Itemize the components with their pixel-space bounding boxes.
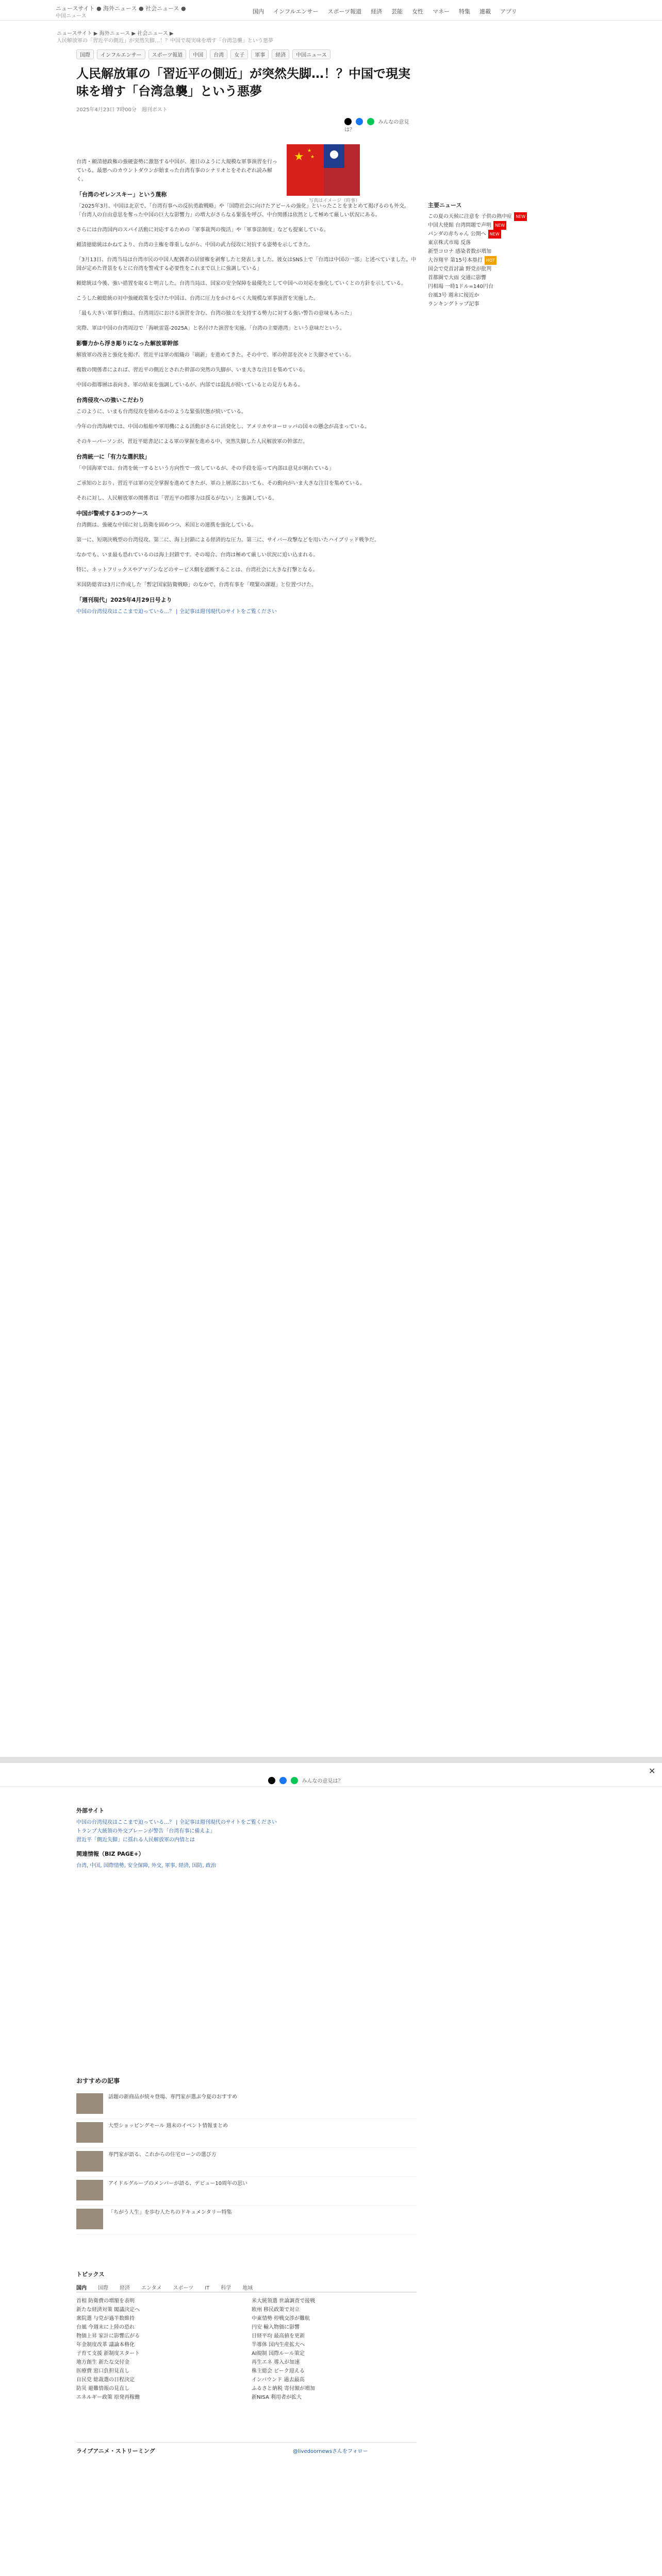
topic-item[interactable]: 医療費 窓口負担見直し <box>76 2368 130 2374</box>
share-label[interactable]: みんなの意見は？ <box>302 1778 343 1784</box>
external-links <box>76 1818 417 1844</box>
sidebar-news-text[interactable]: ランキングトップ記事 <box>428 301 479 307</box>
tab-4[interactable]: スポーツ <box>173 2285 194 2291</box>
live-heading: ライブアニメ・ストリーミング <box>76 2448 155 2454</box>
global-nav <box>253 7 526 15</box>
star-icon: ★ <box>294 150 304 163</box>
recommend-item[interactable] <box>76 2206 417 2234</box>
sidebar-news-text[interactable]: 中国大使館 台湾問題で声明 <box>428 223 492 228</box>
external-link[interactable]: 習近平「側近失脚」に揺れる人民解放軍の内情とは <box>76 1837 195 1843</box>
keyword-list[interactable]: 台湾, 中国, 国際情勢, 安全保障, 外交, 軍事, 経済, 国防, 政治 <box>76 1863 216 1869</box>
paragraph: 特に、ネットフリックスやアマゾンなどのサービス網を遮断することは、台湾社会に大きな打撃となる。 <box>76 567 318 573</box>
tab-2[interactable]: 経済 <box>120 2285 130 2291</box>
sidebar-news-item[interactable] <box>428 230 557 239</box>
brand-sub: 中国ニュース <box>56 13 87 19</box>
topic-item[interactable]: 台風 今週末に上陸の恐れ <box>76 2325 135 2330</box>
topic-item[interactable]: 年金制度改革 議論本格化 <box>76 2342 135 2348</box>
paragraph: 中国の指導層は表向き、軍の結束を強調しているが、内部では混乱が続いているとの見方もある。 <box>76 382 303 388</box>
topic-item[interactable]: 中東情勢 停戦交渉が難航 <box>252 2316 310 2321</box>
topic-item[interactable]: 新NISA 利用者が拡大 <box>252 2395 302 2400</box>
topic-item[interactable]: 防災 避難情報の見直し <box>76 2386 130 2392</box>
paragraph: そのキーパーソンが、習近平総書記による軍の掌握を進める中、突然失脚した人民解放軍の幹部だ。 <box>76 439 308 445</box>
photo-caption: 写真はイメージ（時事） <box>309 198 360 204</box>
nav-item[interactable]: 国内 <box>253 8 264 15</box>
nav-item[interactable]: 経済 <box>371 8 383 15</box>
follow-link[interactable]: @livedoornewsさんをフォロー <box>293 2449 368 2454</box>
sidebar-news-text[interactable]: 東京株式市場 反落 <box>428 240 471 246</box>
tag-item[interactable]: 国際 <box>76 49 94 59</box>
paragraph: 頼総統は今後、強い措置を取ると明言した。台湾当局は、国家の安全保障を最優先として中国への対応を強化していくとの方針を示している。 <box>76 281 406 286</box>
paragraph: 台湾・頼清徳政権の強硬姿勢に激怒する中国が、連日のように大規模な軍事演習を行っている。最悪へのカウントダウンが始まった台湾有事のシナリオとをそれぞれ読み解く。 <box>76 159 277 182</box>
facebook-icon[interactable] <box>356 118 363 125</box>
tab-5[interactable]: IT <box>205 2285 210 2291</box>
star-icon: ★ <box>310 155 315 160</box>
tag-item[interactable]: 中国ニュース <box>292 49 330 59</box>
tag-item[interactable]: インフルエンサー <box>97 49 145 59</box>
recommend-thumbnail[interactable] <box>76 2209 103 2229</box>
tab-6[interactable]: 科学 <box>221 2285 231 2291</box>
recommend-title[interactable]: 話題の新商品が続々登場、専門家が選ぶ今夏のおすすめ <box>108 2094 238 2100</box>
share-bar <box>344 117 417 133</box>
sidebar-news-item[interactable] <box>428 265 557 274</box>
sidebar-news-item[interactable] <box>428 274 557 282</box>
paragraph: 実際、軍は中国の台湾周辺で「海峡雷霆-2025A」と名付けた演習を実施。「台湾の主要港湾」という意味だという。 <box>76 326 345 331</box>
paragraph: なかでも、いま最も恐れているのは海上封鎖です。その場合、台湾は極めて厳しい状況に追い込まれる。 <box>76 552 319 558</box>
recommend-title[interactable]: アイドルグループのメンバーが語る、デビュー10周年の思い <box>108 2181 248 2187</box>
keyword-heading: 関連情報（BIZ PAGE+） <box>76 1851 144 1857</box>
paragraph: 複数の関係者によれば、習近平の側近とされた幹部の突然の失脚が、いま大きな注目を集めている。 <box>76 367 308 373</box>
paragraph: このように、いまも台湾侵攻を始めるかのような緊張状態が続いている。 <box>76 409 246 415</box>
paragraph: 「中国海軍では、台湾を統一するという方向性で一致しているが、その手段を巡って内部は意見が割れている」 <box>76 466 334 471</box>
recommend-title[interactable]: 専門家が語る、これからの住宅ローンの選び方 <box>108 2152 217 2158</box>
hot-badge: HOT <box>485 256 496 265</box>
sidebar-news-item[interactable] <box>428 300 557 309</box>
tab-3[interactable]: エンタメ <box>141 2285 162 2291</box>
topic-item[interactable]: 首相 防衛費の増額を表明 <box>76 2298 135 2304</box>
section-heading: 「週刊現代」2025年4月29日号より <box>76 597 172 603</box>
sidebar-news-text[interactable]: 首都圏で大雨 交通に影響 <box>428 275 487 281</box>
recommend-section <box>76 2076 417 2234</box>
line-icon[interactable] <box>367 118 374 125</box>
sidebar-news-text[interactable]: 国会で党首討論 野党が批判 <box>428 266 492 272</box>
topic-item[interactable]: 子育て支援 新制度スタート <box>76 2351 140 2357</box>
nav-item[interactable]: 芸能 <box>391 8 403 15</box>
sidebar-list <box>428 212 557 309</box>
article <box>76 65 417 615</box>
recommend-item[interactable] <box>76 2119 417 2148</box>
tag-item[interactable]: 女子 <box>230 49 248 59</box>
close-icon[interactable]: ✕ <box>649 1766 656 1776</box>
topics-heading: トピックス <box>76 2271 105 2278</box>
external-link[interactable]: 中国の台湾侵攻はここまで迫っている…？ | 全記事は週刊現代のサイトをご覧ください <box>76 1820 277 1825</box>
line-icon[interactable] <box>291 1777 298 1784</box>
paragraph: 第一に、短期決戦型の台湾侵攻。第二に、海上封鎖による経済的な圧力。第三に、サイバー攻撃などを用いたハイブリッド戦争だ。 <box>76 537 379 543</box>
breadcrumb[interactable]: ニュースサイト ▶ 海外ニュース ▶ 社会ニュース ▶ <box>57 31 174 37</box>
paragraph: それに対し、人民解放軍の関係者は「習近平の指導力は揺るがない」と強調している。 <box>76 496 277 501</box>
sidebar-news-text[interactable]: パンダの赤ちゃん 公開へ <box>428 231 486 237</box>
topic-item[interactable]: 日経平均 最高値を更新 <box>252 2333 305 2339</box>
topic-item[interactable]: 再生エネ 導入が加速 <box>252 2360 300 2365</box>
nav-item[interactable]: 女性 <box>412 8 424 15</box>
recommend-thumbnail[interactable] <box>76 2122 103 2143</box>
recommend-list <box>76 2090 417 2234</box>
article-meta: 2025年4月23日 7時00分 週刊ポスト <box>76 107 168 113</box>
new-badge: NEW <box>488 230 501 239</box>
recommend-item[interactable] <box>76 2148 417 2177</box>
paragraph: さらには台湾国内のスパイ活動に対応するための「軍事裁判の復活」や「軍事法制度」なども提案している。 <box>76 227 329 233</box>
sidebar-news-text[interactable]: この夏の天候に注意を 子供の熱中症 <box>428 214 512 219</box>
topic-item[interactable]: 自民党 総裁選の日程決定 <box>76 2377 135 2383</box>
topics-right <box>252 2297 417 2402</box>
paragraph: 「3月13日、台湾当局は台湾市民の中国人配偶者の居留権を剥奪したと発表しました。彼女はSNS上で「台湾は中国の一部」と述べていました。中国が定めた背景をもとに台湾を警戒する必要性をこれまで以上に強調している」 <box>76 257 417 272</box>
sidebar-news-item[interactable] <box>428 247 557 256</box>
topic-item[interactable]: 物価上昇 家計に影響広がる <box>76 2333 140 2339</box>
topics-tabs <box>76 2281 417 2293</box>
sidebar-news-text[interactable]: 台風3号 週末に接近か <box>428 293 479 298</box>
topic-item[interactable]: AI規制 国際ルール策定 <box>252 2351 305 2357</box>
topic-item[interactable]: エネルギー政策 原発再稼働 <box>76 2395 140 2400</box>
paragraph: 米国防総省は3月に作成した「暫定国家防衛戦略」のなかで、台湾有事を「喫緊の課題」と位置づけた。 <box>76 582 317 588</box>
recommend-item[interactable] <box>76 2177 417 2206</box>
tag-item[interactable]: 経済 <box>272 49 289 59</box>
sidebar-news-item[interactable] <box>428 212 557 221</box>
topic-item[interactable]: インバウンド 過去最高 <box>252 2377 305 2383</box>
paragraph: 台湾側は、強硬な中国に対し防衛を固めつつ、米国との連携を強化している。 <box>76 522 257 528</box>
tab-1[interactable]: 国際 <box>98 2285 108 2291</box>
live-section <box>76 2442 417 2473</box>
topic-item[interactable]: 円安 輸入物価に影響 <box>252 2325 300 2330</box>
new-badge: NEW <box>493 221 506 230</box>
topic-item[interactable]: 株主総会 ピーク迎える <box>252 2368 305 2374</box>
recommend-thumbnail[interactable] <box>76 2151 103 2172</box>
nav-item[interactable]: 連載 <box>479 8 491 15</box>
section-heading: 台湾統一に「有力な選択肢」 <box>76 453 150 460</box>
nav-item[interactable]: インフルエンサー <box>273 8 319 15</box>
topic-item[interactable]: ふるさと納税 寄付額が増加 <box>252 2386 316 2392</box>
section-heading: 影響力から浮き彫りになった解放軍幹部 <box>76 340 178 347</box>
sidebar-news-item[interactable] <box>428 282 557 291</box>
sidebar-news-item[interactable] <box>428 256 557 265</box>
x-icon[interactable] <box>268 1777 275 1784</box>
external-link[interactable]: トランプ大統領の外交ブレーンが警告「台湾有事に備えよ」 <box>76 1828 216 1834</box>
tag-item[interactable]: 軍事 <box>251 49 269 59</box>
tag-item[interactable]: 中国 <box>189 49 207 59</box>
tag-item[interactable]: 台湾 <box>210 49 227 59</box>
topic-item[interactable]: 新たな経済対策 閣議決定へ <box>76 2307 140 2313</box>
share-bar-lower <box>268 1776 371 1784</box>
recommend-title[interactable]: 「ちがう人生」を歩む人たちのドキュメンタリー特集 <box>108 2210 232 2215</box>
topics-left <box>76 2297 241 2402</box>
paragraph: ご承知のとおり、習近平は軍の完全掌握を進めてきたが、軍の上層部においても、その動向がいま大きな注目を集めている。 <box>76 481 365 486</box>
x-icon[interactable] <box>344 118 352 125</box>
star-icon: ★ <box>307 148 312 154</box>
sidebar-heading: 主要ニュース <box>428 202 462 209</box>
recommend-thumbnail[interactable] <box>76 2093 103 2114</box>
sidebar-news-text[interactable]: 大谷翔平 第15号本塁打 <box>428 258 483 263</box>
sidebar <box>428 201 557 309</box>
paragraph: 頼清徳総統はかねてより、台湾の主権を尊重しながら、中国の武力侵攻に対抗する姿勢を示してきた。 <box>76 242 313 248</box>
sidebar-news-item[interactable] <box>428 221 557 230</box>
paragraph: こうした頼総統の対中強硬政策を受けた中国は、台湾に圧力をかけるべく大規模な軍事演習を実施した。 <box>76 296 319 301</box>
sidebar-news-item[interactable] <box>428 239 557 247</box>
topic-item[interactable]: 地方創生 新たな交付金 <box>76 2360 130 2365</box>
paragraph: 「最も大きい軍事行動は、台湾周辺における演習を含む、台湾の独立を支持する勢力に対する強い警告の意味もあった」 <box>76 311 355 316</box>
page-title: 人民解放軍の「習近平の側近」が突然失脚…！？中国で現実味を増す「台湾急襲」という悪夢 <box>76 66 410 98</box>
external-heading: 外部サイト <box>76 1807 105 1814</box>
section-heading: 台湾侵攻への強いこだわり <box>76 397 144 403</box>
recommend-thumbnail[interactable] <box>76 2180 103 2200</box>
related-section <box>76 1803 417 1870</box>
nav-item[interactable]: スポーツ報道 <box>327 8 362 15</box>
recommend-heading: おすすめの記事 <box>76 2077 120 2084</box>
topic-item[interactable]: 半導体 国内生産拡大へ <box>252 2342 305 2348</box>
nav-item[interactable]: 特集 <box>459 8 471 15</box>
section-heading: 「台湾のゼレンスキー」という蔑称 <box>76 191 167 198</box>
share-label[interactable]: みんなの意見は？ <box>344 120 409 133</box>
topic-item[interactable]: 衆院選 与党が過半数維持 <box>76 2316 135 2321</box>
article-body <box>76 158 417 622</box>
facebook-icon[interactable] <box>279 1777 287 1784</box>
tag-item[interactable]: スポーツ報道 <box>148 49 187 59</box>
sidebar-news-text[interactable]: 新型コロナ 感染者数が増加 <box>428 249 492 255</box>
recommend-title[interactable]: 大型ショッピングモール 週末のイベント情報まとめ <box>108 2123 228 2129</box>
nav-item[interactable]: マネー <box>433 8 450 15</box>
sidebar-news-text[interactable]: 円相場 一時1ドル=140円台 <box>428 284 494 290</box>
new-badge: NEW <box>514 212 527 221</box>
sidebar-news-item[interactable] <box>428 291 557 300</box>
paragraph: 解放軍の改善と強化を掲げ、習近平は軍の組織の「刷新」を進めてきた。その中で、軍の幹部を次々と失脚させている。 <box>76 352 355 358</box>
tab-0[interactable]: 国内 <box>76 2285 87 2291</box>
brand-logo[interactable]: ニュースサイト ● 海外ニュース ● 社会ニュース ● <box>56 5 186 12</box>
paragraph: 「2025年3月、中国は北京で、「台湾有事への反抗勇敢戦略」や「国際社会に向けたアピールの強化」といったことをまとめて掲げるのも外交。「台湾人の自由意思を奪った中国の巨大な影響力」の増大がさらなる緊張を呼び、中台関係は依然として極めて厳しい状況にある。 <box>76 204 410 218</box>
tab-7[interactable]: 地域 <box>242 2285 253 2291</box>
breadcrumb-current: 人民解放軍の「習近平の側近」が突然失脚…！？中国で現実味を増す「台湾急襲」という悪夢 <box>57 38 273 44</box>
nav-item[interactable]: アプリ <box>500 8 517 15</box>
continue-link[interactable]: 中国の台湾侵攻はここまで迫っている…？ | 全記事は週刊現代のサイトをご覧ください <box>76 609 277 615</box>
topic-item[interactable]: 欧州 移民政策で対立 <box>252 2307 300 2313</box>
topics-section <box>76 2267 417 2441</box>
recommend-item[interactable] <box>76 2090 417 2119</box>
site-header <box>0 0 662 21</box>
section-heading: 中国が警戒する3つのケース <box>76 510 148 517</box>
tag-row <box>76 49 365 60</box>
topic-item[interactable]: 米大統領選 世論調査で接戦 <box>252 2298 316 2304</box>
paragraph: 今年の台湾海峡では、中国の船舶や軍用機による活動がさらに活発化し、アメリカやヨーロッパの国々の懸念が高まっている。 <box>76 424 370 430</box>
